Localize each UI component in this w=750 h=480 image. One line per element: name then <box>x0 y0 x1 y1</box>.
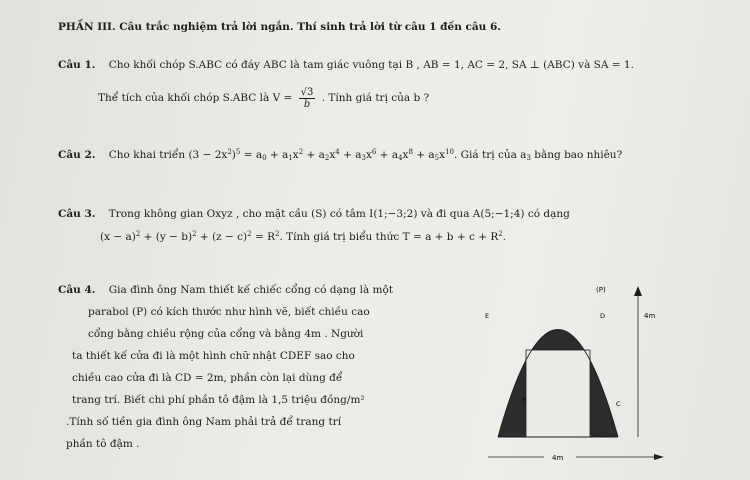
q2-part: x <box>365 149 372 161</box>
q2-part: . Giá trị của a <box>453 149 527 161</box>
question-1-line-1 <box>58 58 634 72</box>
height-arrow-head <box>634 286 642 296</box>
q3-sup: 2 <box>192 230 197 238</box>
q3-part: + (y − b) <box>140 231 193 243</box>
q3-part: + (z − c) <box>196 231 248 243</box>
q2-sup: 2 <box>227 148 232 156</box>
q2-part: + a <box>376 149 399 161</box>
q2-part: = a <box>240 149 263 161</box>
q2-part: + a <box>412 149 435 161</box>
q2-part: ) <box>231 149 236 161</box>
question-2-label: Câu 2. <box>58 149 96 161</box>
question-2-line <box>58 148 622 162</box>
question-1-text-3: . Tính giá trị của b ? <box>321 92 430 104</box>
q3-sup: 2 <box>135 230 141 238</box>
width-label: 4m <box>552 454 564 462</box>
point-e-label: E <box>485 312 490 320</box>
q2-part: x <box>292 149 299 161</box>
q2-sup: 10 <box>445 148 454 156</box>
point-f-label: F <box>522 396 526 404</box>
question-4-line: trang trí. Biết chi phí phần tô đậm là 1,5 triệu đồng/m² <box>72 394 365 406</box>
q2-part: Cho khai triển (3 − 2x <box>108 149 228 161</box>
question-4-line: cổng bằng chiều rộng của cổng và bằng 4m . Người <box>88 328 364 340</box>
q2-sub: 3 <box>361 154 366 162</box>
width-arrow-head <box>654 454 664 460</box>
q2-sup: 4 <box>335 148 340 156</box>
q2-sub: 4 <box>398 154 403 162</box>
fraction-numerator: √3 <box>300 86 314 98</box>
question-4-line: phần tô đậm . <box>66 438 140 450</box>
q2-part: + a <box>339 149 362 161</box>
question-4-text: Gia đình ông Nam thiết kế chiếc cổng có dạng là một <box>108 284 394 296</box>
question-4-line: .Tính số tiền gia đình ông Nam phải trả để trang trí <box>66 416 342 428</box>
q2-sub: 5 <box>434 154 440 162</box>
q2-sub: 0 <box>262 154 267 162</box>
question-1-text-2: Thể tích của khối chóp S.ABC là V = <box>98 92 293 104</box>
q2-sup: 6 <box>371 148 377 156</box>
height-label: 4m <box>644 312 656 320</box>
gate-figure <box>478 282 678 472</box>
question-1-label: Câu 1. <box>58 59 96 71</box>
point-c-label: C <box>616 400 621 408</box>
question-4-line-1 <box>58 283 393 297</box>
q2-part: x <box>439 149 446 161</box>
question-4-label: Câu 4. <box>58 284 96 296</box>
q2-sup: 5 <box>235 148 241 156</box>
q2-part: x <box>329 149 336 161</box>
question-3-label: Câu 3. <box>58 208 96 220</box>
question-4-line: parabol (P) có kích thước như hình vẽ, biết chiều cao <box>88 306 370 318</box>
question-3-line-2 <box>100 230 506 244</box>
q3-part: . Tính giá trị biểu thức T = a + b + c + R <box>279 231 499 243</box>
question-4-line: ta thiết kế cửa đi là một hình chữ nhật CDEF sao cho <box>72 350 355 362</box>
q3-part: (x − a) <box>100 231 136 243</box>
q2-sub: 3 <box>526 154 531 162</box>
q3-part: . <box>502 231 507 243</box>
question-1-text-1: Cho khối chóp S.ABC có đáy ABC là tam giác vuông tại B , AB = 1, AC = 2, SA ⊥ (ABC) và SA = 1. <box>108 59 634 71</box>
question-1-line-2 <box>98 86 429 110</box>
point-d-label: D <box>600 312 606 320</box>
volume-fraction <box>299 87 316 110</box>
door-rectangle <box>526 350 590 437</box>
q2-sub: 1 <box>288 154 293 162</box>
q3-sup: 2 <box>498 230 503 238</box>
q2-part: x <box>402 149 409 161</box>
q2-sup: 8 <box>408 148 413 156</box>
fraction-denominator: b <box>303 98 311 110</box>
q2-part: + a <box>303 149 325 161</box>
section-header: PHẦN III. Câu trắc nghiệm trả lời ngắn. Thí sinh trả lời từ câu 1 đến câu 6. <box>58 21 501 33</box>
question-3-text-1: Trong không gian Oxyz , cho mặt cầu (S) có tâm I(1;−3;2) và đi qua A(5;−1;4) có dạng <box>108 208 570 220</box>
question-4-line: chiều cao cửa đi là CD = 2m, phần còn lại dùng để <box>72 372 343 384</box>
q2-sup: 2 <box>298 148 304 156</box>
q3-sup: 2 <box>247 230 252 238</box>
q2-part: bằng bao nhiêu? <box>530 149 623 161</box>
question-3-line-1 <box>58 207 570 221</box>
q3-sup: 2 <box>275 230 280 238</box>
q2-part: + a <box>266 149 289 161</box>
q2-sub: 2 <box>324 154 330 162</box>
parabola-label: (P) <box>596 286 606 294</box>
q3-part: = R <box>251 231 276 243</box>
